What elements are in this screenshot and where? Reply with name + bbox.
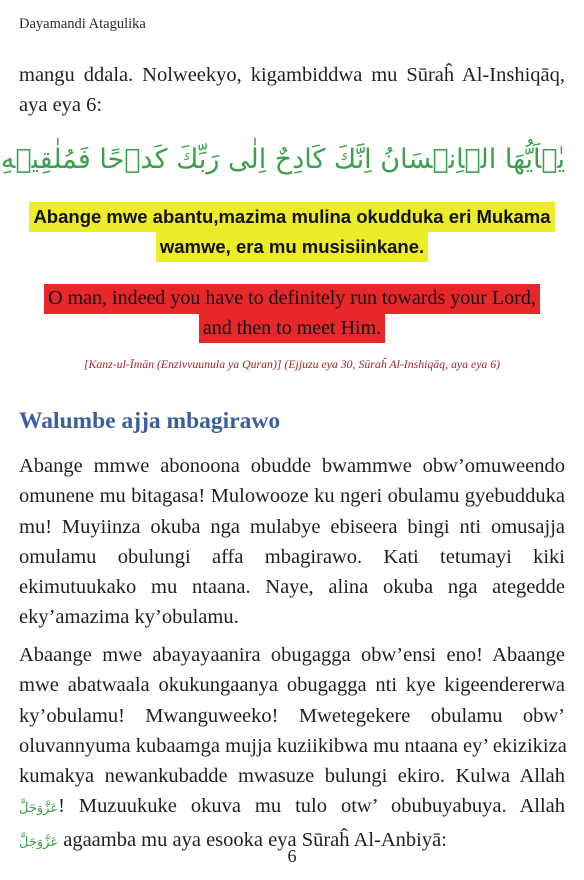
paragraph-line: ekimutuukako mu ntaana. Naye, alina okuba nga ategedde xyxy=(19,576,565,599)
intro-line: aya eya 6: xyxy=(19,94,103,117)
paragraph-line-text: ! Muzuukuke okuva mu tulo otw’ obubuyabuya. Allah xyxy=(58,795,565,818)
paragraph-line-text: agaamba mu aya esooka eya Sūraĥ Al-Anbiyā: xyxy=(58,828,447,851)
body-paragraph-2 xyxy=(19,640,565,858)
translation-english-line: and then to meet Him. xyxy=(199,314,385,344)
paragraph-line: mu! Muyiinza okuba nga mulabye ebiseera bingi nti omusajja xyxy=(19,515,565,538)
paragraph-line: omunene mu bitagasa! Mulowooze ku ngeri obulamu gyebudduka xyxy=(19,485,565,508)
intro-paragraph xyxy=(19,60,565,121)
paragraph-line: mwe abatwaala okukungaanya obugagga nti kye kigeendererwa xyxy=(19,674,565,697)
verse-reference: [Kanz-ul-Īmān (Enzivvuunula ya Quran)] (Ejjuzu eya 30, Sūraĥ Al-Inshiqāq, aya eya 6) xyxy=(83,357,501,371)
paragraph-line: eky’amazima ky’obulamu. xyxy=(19,606,239,629)
translation-english xyxy=(0,284,584,343)
paragraph-line: Abaange mwe abayayaanira obugagga obw’ensi eno! Abaange xyxy=(19,644,565,666)
translation-luganda xyxy=(0,202,584,262)
paragraph-line: ky’obulamu! Mwanguweeko! Mwetegekere obulamu obw’ xyxy=(19,704,565,727)
body-paragraph-1 xyxy=(19,451,565,633)
honorific-arabic: عَزَّوَجَلَّ xyxy=(19,834,59,850)
paragraph-line: oluvannyuma kubaamga mujja kuziikibwa mu ntaana ey’ ekizikiza xyxy=(19,734,567,757)
paragraph-line: kumakya newankubadde mwasuze bulungi ekiro. Kulwa Allah xyxy=(19,765,565,788)
paragraph-line: omulamu obulungi affa mbagirawo. Kati tetumayi kiki xyxy=(19,545,565,568)
arabic-verse-text: يٰۤاَيُّهَا الۡاِنۡسَانُ اِنَّكَ كَادِحٌ اِلٰى رَبِّكَ كَدۡحًا فَمُلٰقِيۡهِ xyxy=(0,144,565,175)
translation-luganda-line: Abange mwe abantu,mazima mulina okudduka eri Mukama xyxy=(29,202,554,232)
page-number: 6 xyxy=(287,846,297,866)
translation-english-line: O man, indeed you have to definitely run towards your Lord, xyxy=(44,284,540,314)
section-heading: Walumbe ajja mbagirawo xyxy=(19,408,281,434)
running-head: Dayamandi Atagulika xyxy=(19,16,146,32)
intro-line: mangu ddala. Nolweekyo, kigambiddwa mu Sūraĥ Al-Inshiqāq, xyxy=(19,64,565,86)
honorific-arabic: عَزَّوَجَلَّ xyxy=(19,801,59,817)
paragraph-line: Abange mmwe abonoona obudde bwammwe obw’omuweendo xyxy=(19,455,565,477)
translation-luganda-line: wamwe, era mu musisiinkane. xyxy=(156,232,428,262)
quran-verse-arabic xyxy=(0,140,565,180)
paragraph-line xyxy=(19,791,565,824)
